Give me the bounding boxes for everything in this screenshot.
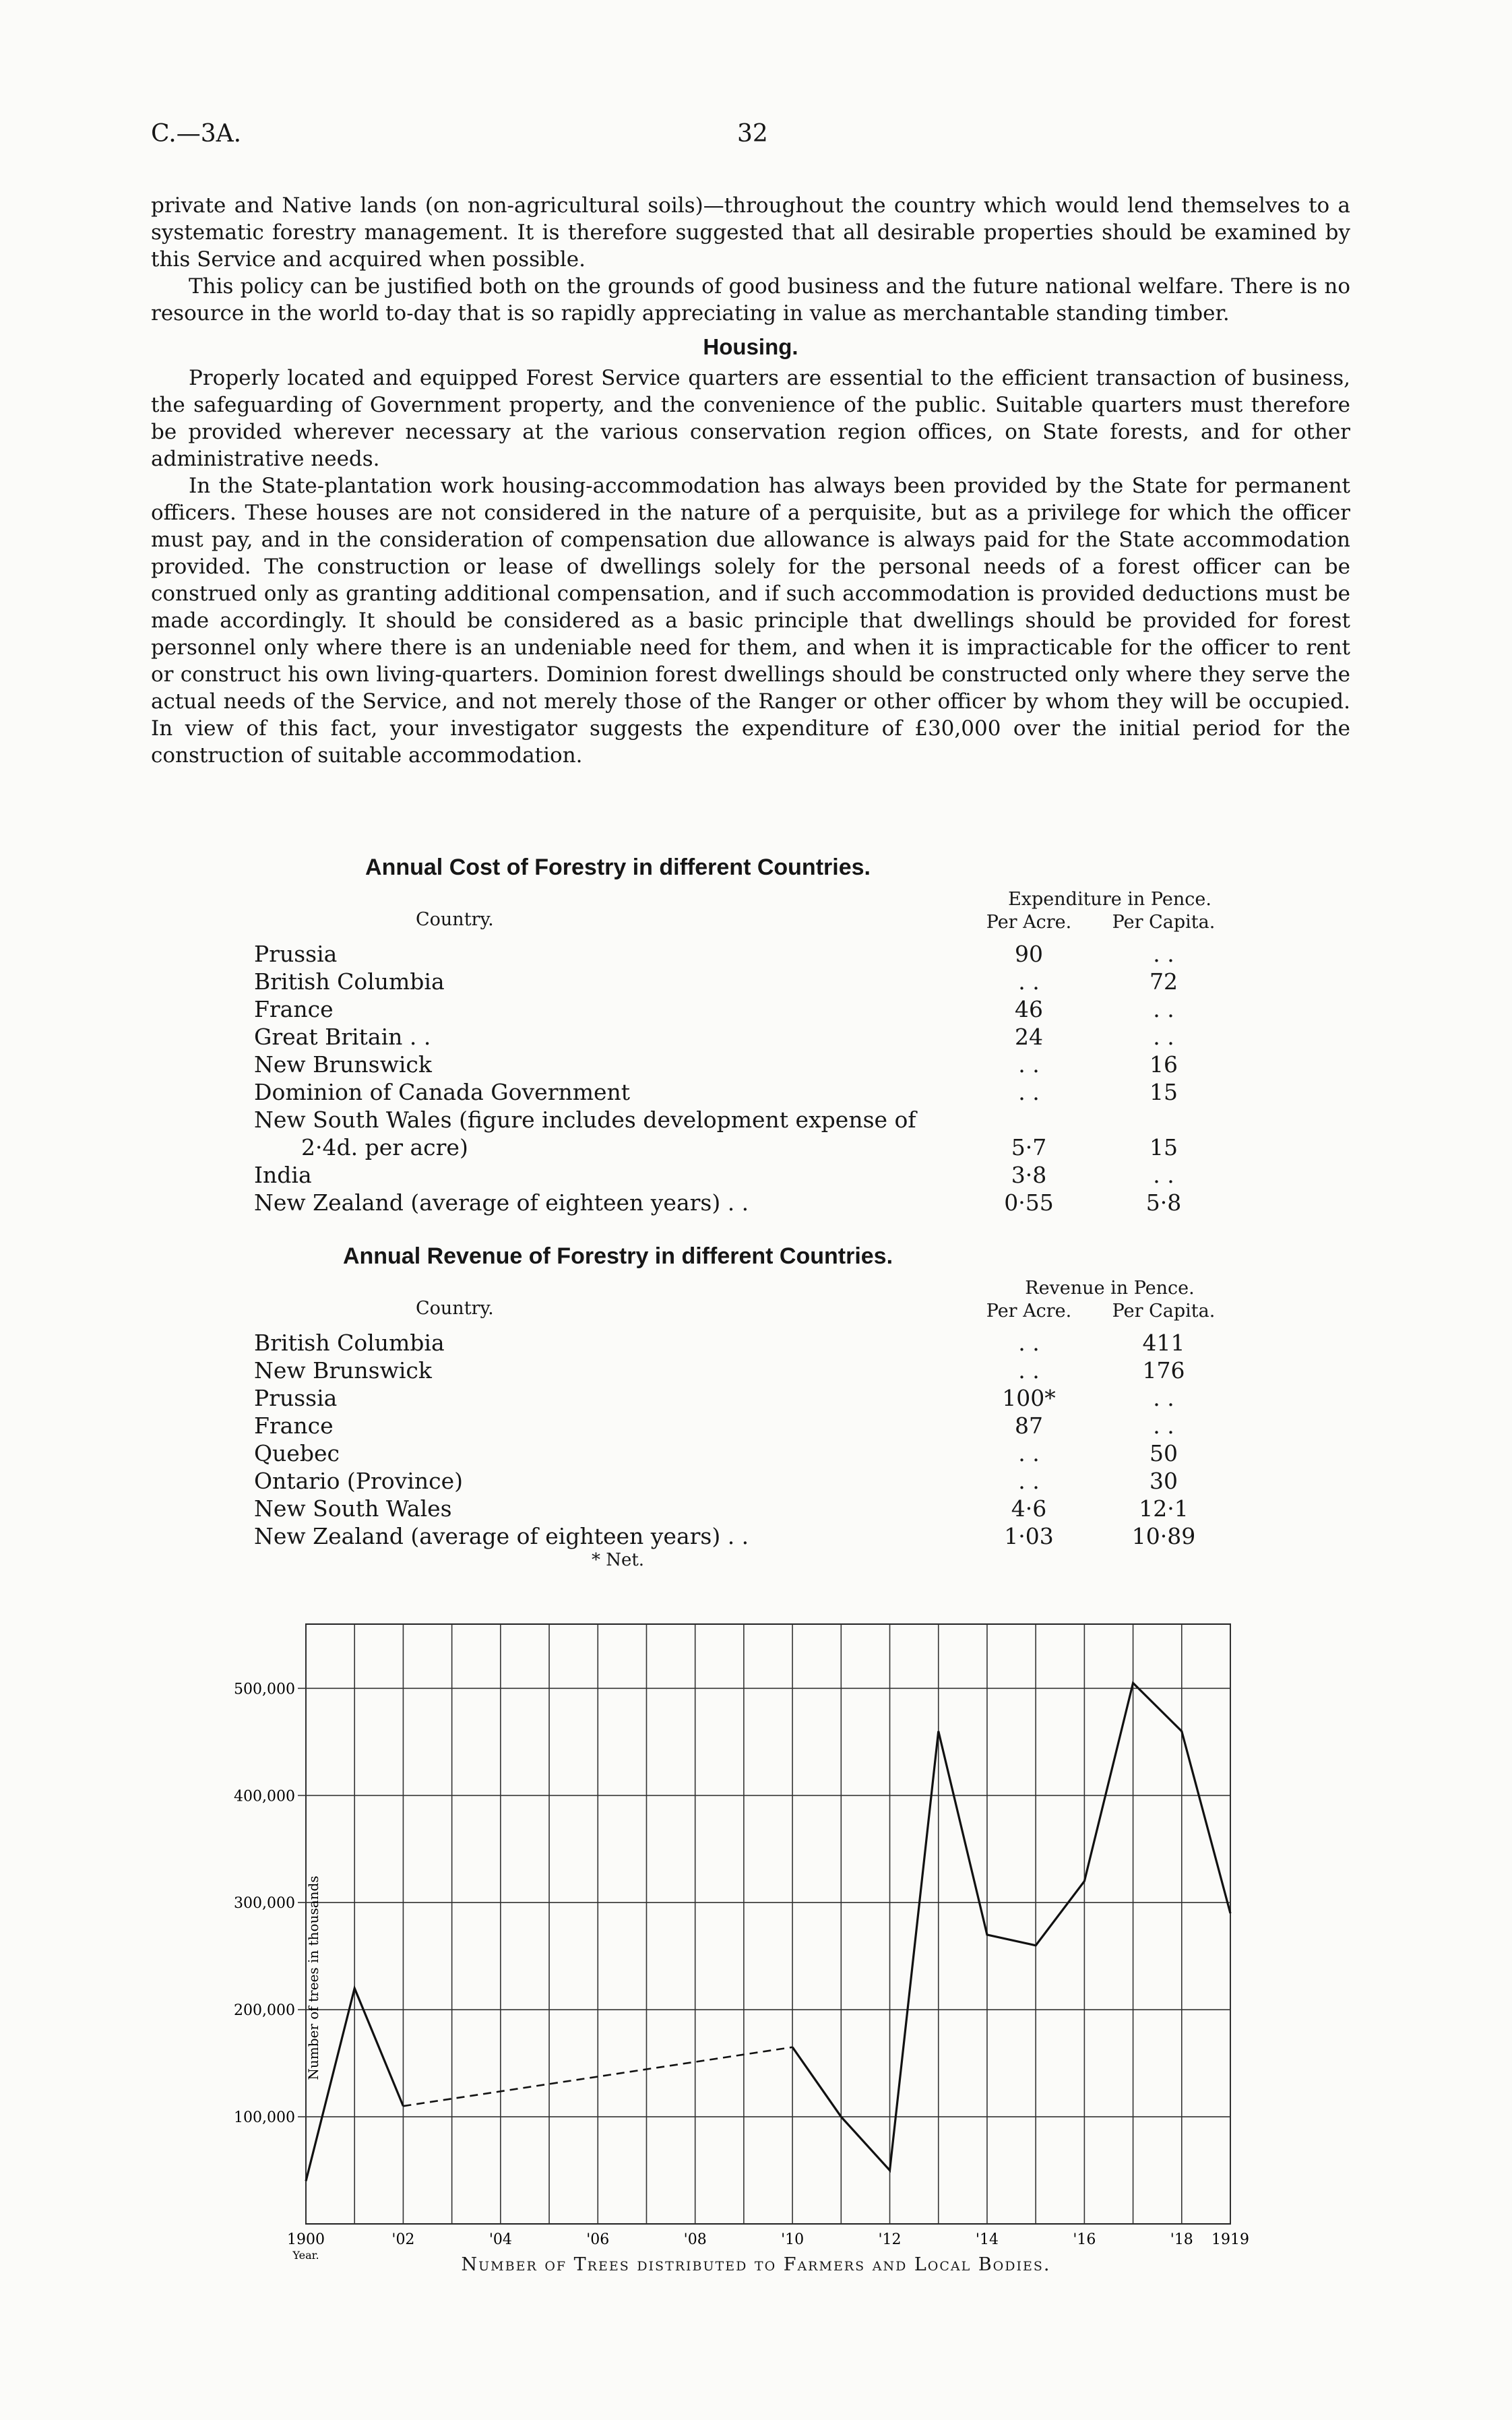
table-row: [254, 1467, 1251, 1495]
country-column-header: Country.: [416, 1298, 494, 1319]
table-row: [254, 1384, 1251, 1412]
per-capita-cell: 30: [1149, 1468, 1178, 1494]
per-capita-cell: . .: [1153, 941, 1174, 967]
per-acre-cell: 46: [1015, 996, 1043, 1022]
table-row: [254, 1329, 1251, 1357]
table-row: [254, 1357, 1251, 1384]
footnote: * Net.: [591, 1550, 645, 1570]
table-row: [254, 1078, 1251, 1106]
revenue-table-header: [254, 1270, 1251, 1329]
country-cell: Dominion of Canada Government: [254, 1079, 631, 1105]
country-column-header: Country.: [416, 909, 494, 930]
table-row: [254, 1412, 1251, 1439]
country-cell: Great Britain . .: [254, 1024, 431, 1050]
country-cell: New Brunswick: [254, 1051, 432, 1078]
table-row: [254, 1439, 1251, 1467]
x-tick-label: '16: [1073, 2231, 1096, 2248]
per-capita-cell: 50: [1149, 1440, 1178, 1466]
x-tick-label: '14: [975, 2231, 999, 2248]
table-row: [254, 1134, 1251, 1161]
country-cell: New Brunswick: [254, 1357, 432, 1384]
table-row: [254, 995, 1251, 1023]
per-acre-cell: 100*: [1002, 1385, 1056, 1411]
per-capita-cell: . .: [1153, 1162, 1174, 1188]
y-tick-label: 400,000: [234, 1788, 295, 1805]
table-row: [254, 1023, 1251, 1051]
per-acre-cell: . .: [1018, 1051, 1040, 1078]
per-capita-cell: 15: [1149, 1079, 1178, 1105]
per-acre-cell: 1·03: [1004, 1523, 1054, 1549]
country-cell: New Zealand (average of eighteen years) . .: [254, 1189, 749, 1216]
per-acre-cell: 0·55: [1004, 1189, 1054, 1216]
x-axis-label: Year.: [292, 2249, 319, 2262]
body-text: [151, 192, 1350, 769]
per-capita-cell: 10·89: [1131, 1523, 1196, 1549]
per-capita-cell: 176: [1142, 1357, 1185, 1384]
x-tick-label: 1919: [1211, 2231, 1249, 2248]
country-cell: British Columbia: [254, 1330, 445, 1356]
per-acre-cell: 5·7: [1011, 1134, 1047, 1160]
y-tick-label: 200,000: [234, 2002, 295, 2020]
table-row: [254, 940, 1251, 968]
x-tick-label: '02: [391, 2231, 415, 2248]
country-cell: France: [254, 996, 334, 1022]
y-tick-label: 300,000: [234, 1895, 295, 1913]
per-acre-cell: . .: [1018, 1357, 1040, 1384]
cost-table: [254, 855, 1251, 1216]
country-cell: New South Wales (figure includes development expense of: [254, 1107, 916, 1133]
x-tick-label: '08: [683, 2231, 707, 2248]
revenue-table-title: Annual Revenue of Forestry in different Countries.: [342, 1243, 893, 1269]
y-axis-label: Number of trees in thousands: [305, 1875, 321, 2080]
per-acre-cell: 4·6: [1011, 1495, 1047, 1522]
cost-table-title: Annual Cost of Forestry in different Countries.: [365, 855, 871, 880]
x-tick-label: '06: [586, 2231, 610, 2248]
paragraph: This policy can be justified both on the grounds of good business and the future national welfare. There is no resource in the world to-day that is so rapidly appreciating in value as merchantable standing timber.: [151, 274, 1350, 325]
per-acre-cell: . .: [1018, 968, 1040, 995]
per-capita-header: Per Capita.: [1112, 912, 1216, 933]
per-capita-header: Per Capita.: [1112, 1301, 1216, 1322]
country-cell: 2·4d. per acre): [301, 1134, 468, 1160]
table-row: [254, 1051, 1251, 1078]
document-reference: C.—3A.: [151, 120, 242, 148]
revenue-table: [254, 1243, 1251, 1570]
per-acre-cell: . .: [1018, 1440, 1040, 1466]
x-tick-label: 1900: [287, 2231, 325, 2248]
per-acre-cell: . .: [1018, 1468, 1040, 1494]
country-cell: India: [254, 1162, 312, 1188]
per-capita-cell: . .: [1153, 996, 1174, 1022]
table-row: [254, 968, 1251, 995]
revenue-table-rows: [254, 1329, 1251, 1550]
y-tick-label: 100,000: [234, 2109, 295, 2127]
country-cell: Ontario (Province): [254, 1468, 463, 1494]
x-tick-label: '10: [781, 2231, 805, 2248]
trees-distributed-chart: [202, 1604, 1280, 2298]
per-acre-cell: . .: [1018, 1079, 1040, 1105]
country-cell: Quebec: [254, 1440, 340, 1466]
per-capita-cell: 5·8: [1145, 1189, 1182, 1216]
per-acre-cell: 3·8: [1011, 1162, 1047, 1188]
country-cell: British Columbia: [254, 968, 445, 995]
x-tick-label: '04: [489, 2231, 512, 2248]
paragraph: Properly located and equipped Forest Service quarters are essential to the efficient transaction of business, the safeguarding of Government property, and the convenience of the public. Suitable quarters must therefore be provided wherever necessary at the various conservation region offices, on State forests, and for other administrative needs.: [151, 366, 1350, 471]
table-row: [254, 1189, 1251, 1216]
chart-caption: Number of Trees distributed to Farmers and Local Bodies.: [461, 2254, 1051, 2275]
per-capita-cell: . .: [1153, 1385, 1174, 1411]
cost-table-header: [254, 881, 1251, 940]
section-heading-housing: Housing.: [703, 334, 798, 359]
per-capita-cell: . .: [1153, 1024, 1174, 1050]
table-row: [254, 1161, 1251, 1189]
paragraph: private and Native lands (on non-agricultural soils)—throughout the country which would lend themselves to a systematic forestry management. It is therefore suggested that all desirable properties should be examined by this Service and acquired when possible.: [151, 193, 1350, 272]
table-row: [254, 1522, 1251, 1550]
per-acre-cell: 87: [1015, 1413, 1043, 1439]
per-capita-cell: 15: [1149, 1134, 1178, 1160]
table-row: [254, 1106, 1251, 1134]
per-acre-header: Per Acre.: [986, 1301, 1072, 1322]
revenue-group-header: Revenue in Pence.: [1025, 1278, 1195, 1299]
per-capita-cell: 16: [1149, 1051, 1178, 1078]
per-acre-cell: . .: [1018, 1330, 1040, 1356]
chart-svg: [202, 1604, 1280, 2298]
cost-table-rows: [254, 940, 1251, 1216]
x-tick-label: '12: [878, 2231, 902, 2248]
per-acre-cell: 24: [1015, 1024, 1043, 1050]
per-acre-header: Per Acre.: [986, 912, 1072, 933]
country-cell: France: [254, 1413, 334, 1439]
table-row: [254, 1495, 1251, 1522]
y-tick-label: 500,000: [234, 1681, 295, 1698]
page-number: 32: [737, 120, 768, 148]
country-cell: New Zealand (average of eighteen years) . .: [254, 1523, 749, 1549]
x-tick-label: '18: [1170, 2231, 1193, 2248]
per-acre-cell: 90: [1015, 941, 1043, 967]
per-capita-cell: 72: [1149, 968, 1178, 995]
plot-frame: [306, 1624, 1230, 2224]
per-capita-cell: . .: [1153, 1413, 1174, 1439]
expenditure-group-header: Expenditure in Pence.: [1008, 889, 1211, 910]
paragraph: In the State-plantation work housing-accommodation has always been provided by the State for permanent officers. These houses are not considered in the nature of a perquisite, but as a privilege for which the officer must pay, and in the consideration of compensation due allowance is always paid for the State accommodation provided. The construction or lease of dwellings solely for the personal needs of a forest officer can be construed only as granting additional compensation, and if such accommodation is provided deductions must be made accordingly. It should be considered as a basic principle that dwellings should be provided for forest personnel only where there is an undeniable need for them, and when it is impracticable for the officer to rent or construct his own living-quarters. Dominion forest dwellings should be constructed only where they serve the actual needs of the Service, and not merely those of the Ranger or other officer by whom they will be occupied. In view of this fact, your investigator suggests the expenditure of £30,000 over the initial period for the construction of suitable accommodation.: [151, 474, 1350, 768]
page-header: [151, 120, 1350, 154]
per-capita-cell: 12·1: [1139, 1495, 1189, 1522]
country-cell: Prussia: [254, 1385, 338, 1411]
country-cell: Prussia: [254, 941, 338, 967]
per-capita-cell: 411: [1142, 1330, 1185, 1356]
series-line: [792, 1683, 1230, 2170]
country-cell: New South Wales: [254, 1495, 452, 1522]
